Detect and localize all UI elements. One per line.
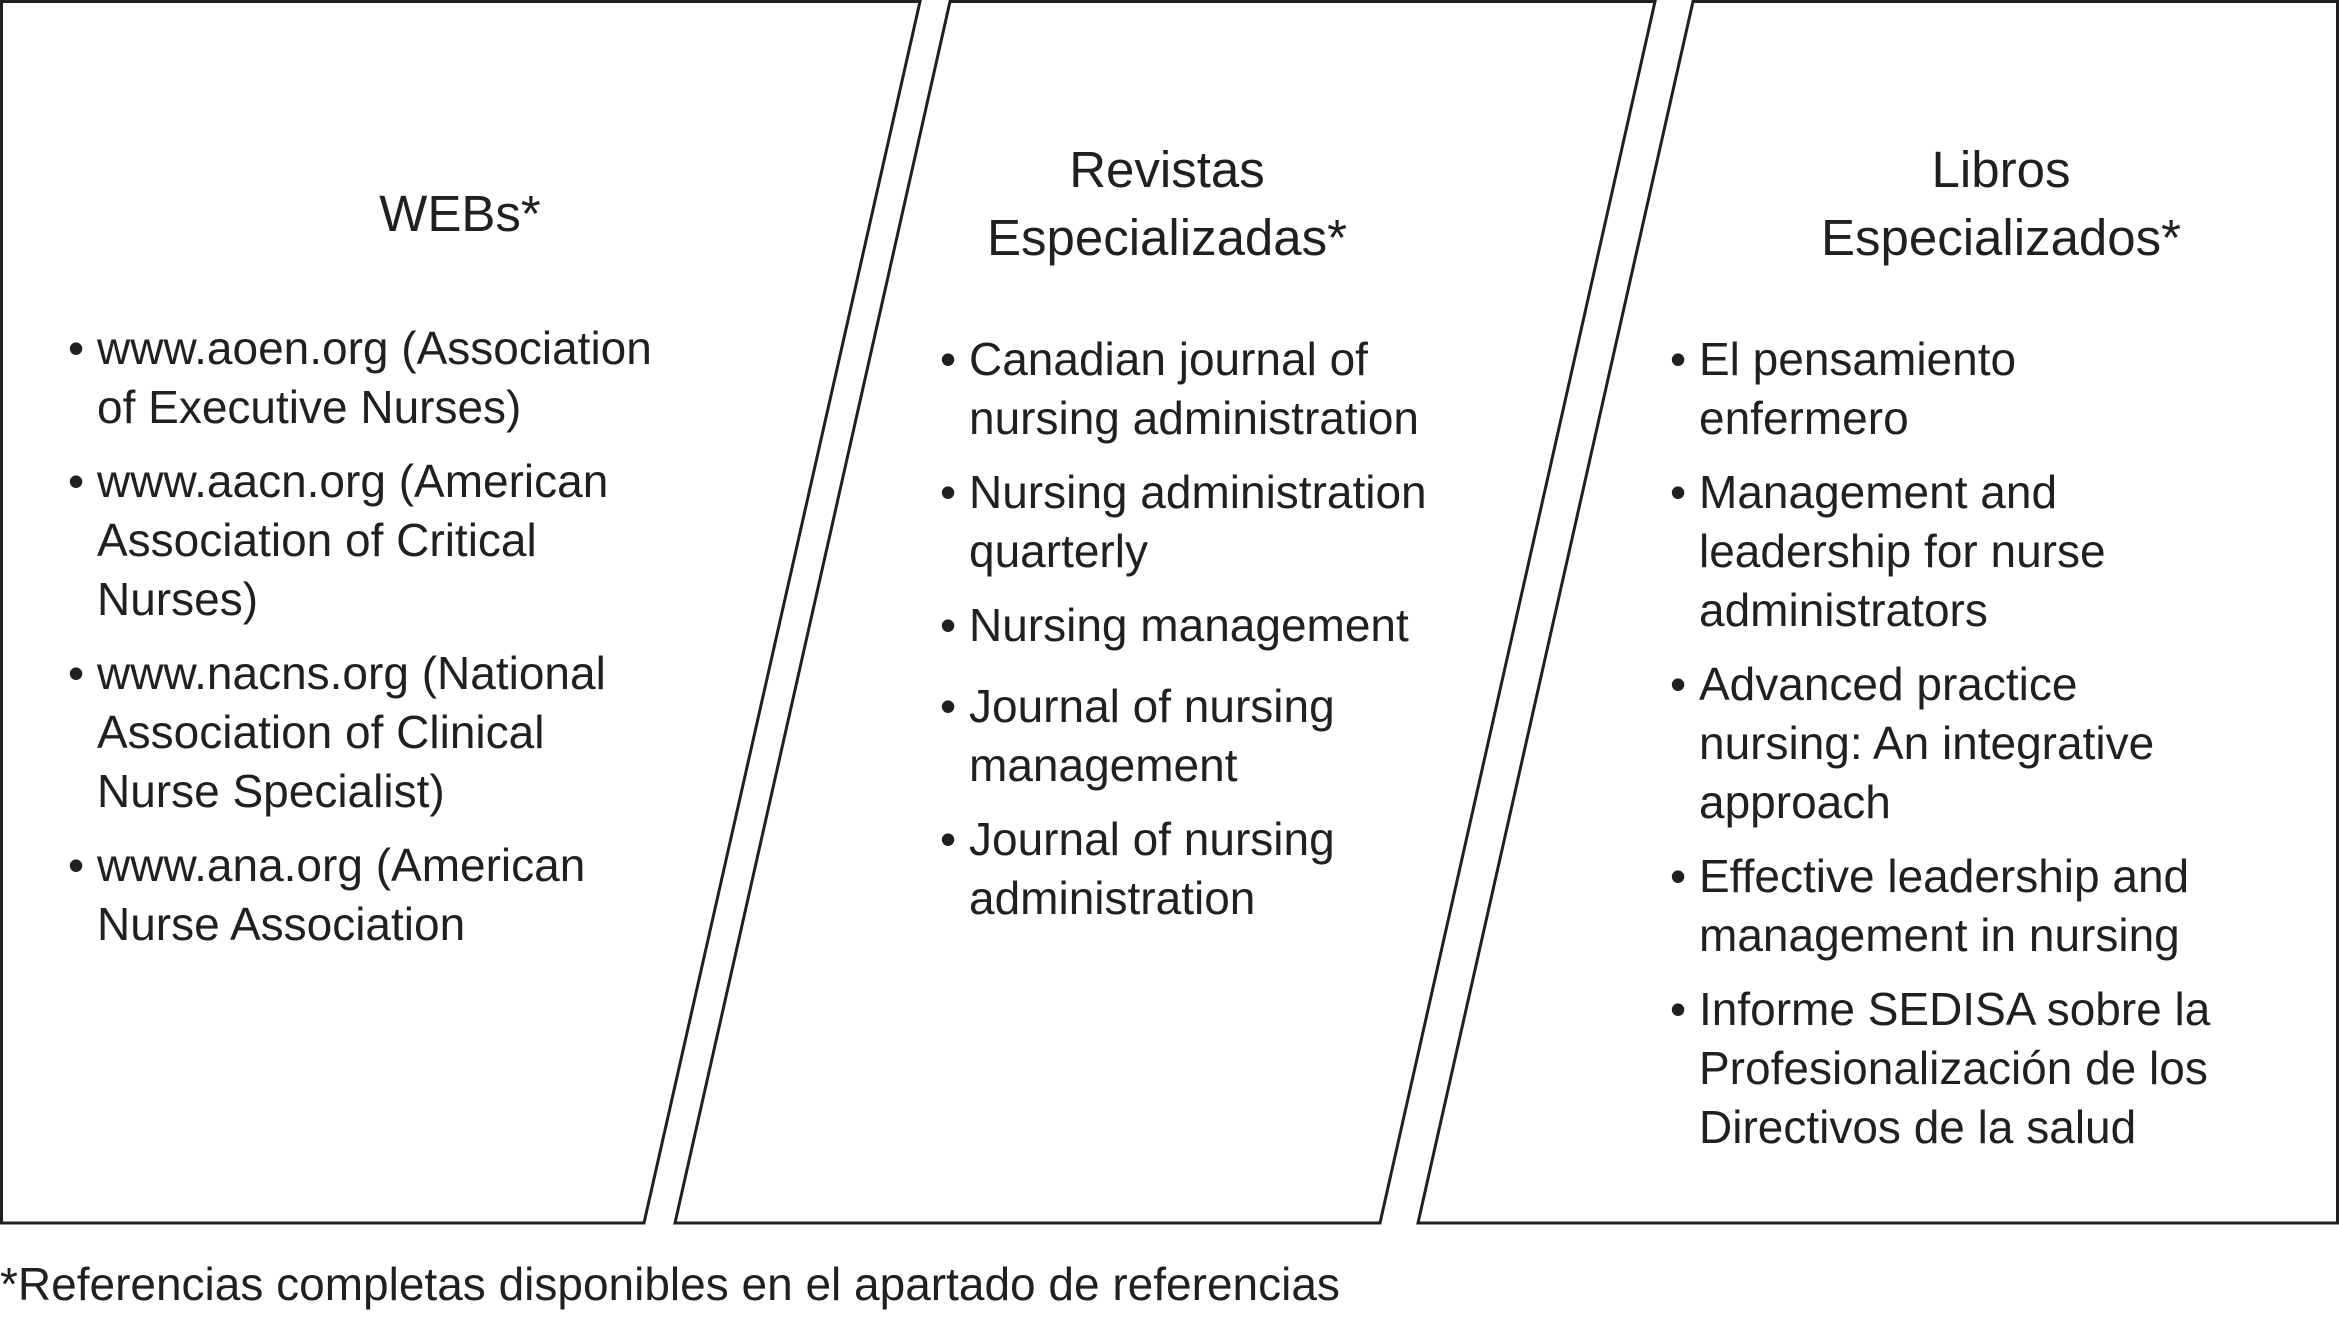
item-line: Nurse Association (97, 898, 466, 950)
list-item (940, 330, 1500, 448)
list-item (940, 596, 1500, 655)
list-item (68, 452, 768, 629)
item-line: Nursing administration (969, 466, 1427, 518)
libros-title-line: Libros (1931, 141, 2071, 198)
item-line: Advanced practice (1699, 658, 2078, 710)
webs-title (260, 180, 660, 248)
revistas-title-line: Especializadas* (986, 209, 1348, 266)
list-item (1670, 463, 2310, 640)
footnote: *Referencias completas disponibles en el apartado de referencias (0, 1258, 1340, 1310)
item-line: nursing administration (969, 392, 1420, 444)
libros-list (1670, 330, 2310, 1157)
revistas-title (917, 136, 1417, 272)
item-line: Journal of nursing (969, 813, 1335, 865)
item-line: leadership for nurse (1699, 525, 2106, 577)
item-line: Directivos de la salud (1699, 1101, 2137, 1153)
item-line: management (969, 739, 1238, 791)
item-line: Management and (1699, 466, 2058, 518)
list-item (1670, 655, 2310, 832)
item-line: Informe SEDISA sobre la (1699, 983, 2211, 1035)
item-line: approach (1699, 776, 1891, 828)
item-line: www.aoen.org (Association (97, 322, 652, 374)
libros-title-line: Especializados* (1820, 209, 2182, 266)
item-line: www.ana.org (American (97, 839, 586, 891)
list-item (940, 463, 1500, 581)
item-line: El pensamiento (1699, 333, 2017, 385)
item-line: administration (969, 872, 1256, 924)
list-item (940, 677, 1500, 795)
list-item (68, 319, 768, 437)
list-item (1670, 330, 2310, 448)
item-line: Journal of nursing (969, 680, 1335, 732)
item-line: management in nursing (1699, 909, 2180, 961)
item-line: Effective leadership and (1699, 850, 2190, 902)
list-item (68, 644, 768, 821)
item-line: Association of Critical (97, 514, 537, 566)
libros-title (1751, 136, 2251, 272)
item-line: Nursing management (969, 599, 1409, 651)
item-line: www.aacn.org (American (97, 455, 609, 507)
list-item (1670, 847, 2310, 965)
item-line: administrators (1699, 584, 1988, 636)
list-item (1670, 980, 2310, 1157)
item-line: of Executive Nurses) (97, 381, 522, 433)
item-line: enfermero (1699, 392, 1909, 444)
item-line: Association of Clinical (97, 706, 545, 758)
webs-title-line: WEBs* (379, 185, 541, 242)
list-item (68, 836, 768, 954)
webs-list (68, 319, 768, 954)
item-line: Nurses) (97, 573, 259, 625)
item-line: Nurse Specialist) (97, 765, 445, 817)
item-line: Profesionalización de los (1699, 1042, 2208, 1094)
list-item (940, 810, 1500, 928)
item-line: nursing: An integrative (1699, 717, 2155, 769)
item-line: quarterly (969, 525, 1148, 577)
revistas-list (940, 330, 1500, 928)
item-line: www.nacns.org (National (97, 647, 606, 699)
item-line: Canadian journal of (969, 333, 1368, 385)
revistas-title-line: Revistas (1069, 141, 1265, 198)
